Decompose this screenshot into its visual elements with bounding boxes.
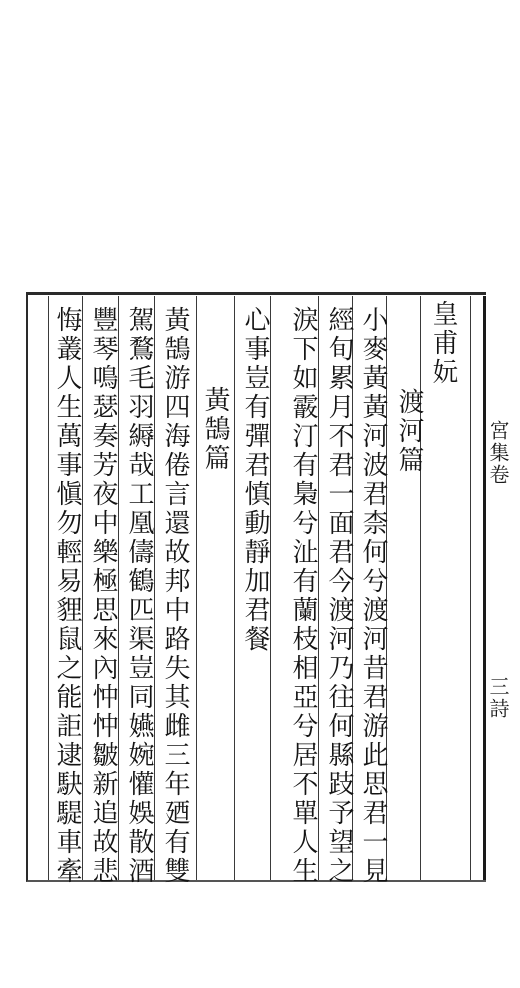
column-rule bbox=[154, 296, 155, 880]
poem-line: 經旬累月不君一面君今渡河乃往何縣跂予望之 bbox=[324, 306, 354, 886]
poem-line: 淚下如霰汀有梟兮沚有蘭枝相亞兮居不單人生 bbox=[288, 306, 318, 886]
column-rule bbox=[234, 296, 235, 880]
fold-edge bbox=[478, 296, 486, 880]
column-rule bbox=[318, 296, 319, 880]
column-rule bbox=[118, 296, 119, 880]
poem-line: 黃鵠游四海倦言還故邦中路失其雌三年廼有雙 bbox=[160, 306, 190, 886]
poem-line: 豐琴鳴瑟奏芳夜中樂極思來內忡忡皺新追故悲 bbox=[88, 306, 118, 886]
poem-title-crossing-river: 渡河篇 bbox=[394, 388, 424, 475]
column-rule bbox=[420, 296, 421, 880]
column-rule bbox=[196, 296, 197, 880]
section-label: 三詩 bbox=[486, 676, 510, 720]
poem-line: 心事豈有彈君慎動靜加君餐 bbox=[240, 306, 270, 654]
author-name: 皇甫妧 bbox=[428, 300, 458, 387]
poem-title-yellow-crane: 黃鵠篇 bbox=[200, 386, 230, 473]
volume-label: 宮集卷 bbox=[486, 420, 510, 486]
column-rule bbox=[48, 296, 49, 880]
column-rule bbox=[82, 296, 83, 880]
poem-line: 悔叢人生萬事愼勿輕易貍鼠之能詎逮駃騠車牽 bbox=[52, 306, 82, 886]
poem-line: 駕鶩毛羽縟哉工凰儔鶴匹渠豈同嬿婉懽娛散酒 bbox=[124, 306, 154, 886]
column-rule bbox=[270, 296, 271, 880]
poem-line: 小麥黃黃河波君柰何兮渡河昔君游此思君一見 bbox=[358, 306, 388, 886]
